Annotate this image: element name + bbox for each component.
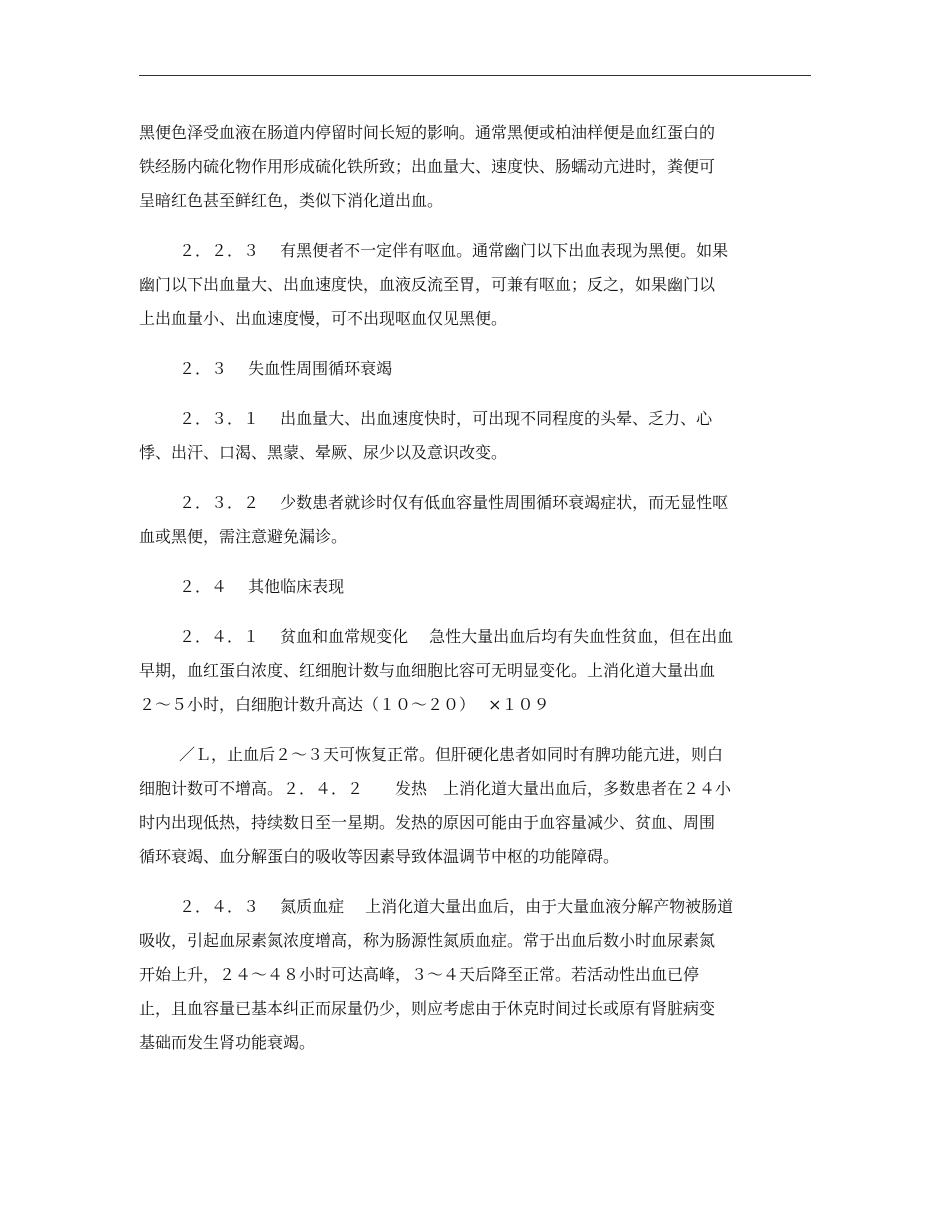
paragraph-2-3-2 bbox=[139, 493, 811, 561]
text-line: 上出血量小、出血速度慢，可不出现呕血仅见黑便。 bbox=[139, 309, 508, 328]
text-line: 血或黑便，需注意避免漏诊。 bbox=[139, 527, 348, 546]
text-line: ２．２．３ 有黑便者不一定伴有呕血。通常幽门以下出血表现为黑便。如果 bbox=[179, 241, 729, 260]
paragraph-2-2-3 bbox=[139, 241, 811, 343]
text-line: 悸、出汗、口渴、黑蒙、晕厥、尿少以及意识改变。 bbox=[139, 443, 508, 462]
paragraph-melena-color bbox=[139, 123, 811, 225]
document-body bbox=[139, 123, 811, 1083]
paragraph-2-4-3 bbox=[139, 897, 811, 1067]
text-line: 细胞计数可不增高。２．４．２ 发热 上消化道大量出血后，多数患者在２４小 bbox=[139, 779, 732, 798]
section-heading-2-4 bbox=[139, 577, 811, 611]
paragraph-2-3-1 bbox=[139, 409, 811, 477]
text-line: 循环衰竭、血分解蛋白的吸收等因素导致体温调节中枢的功能障碍。 bbox=[139, 847, 620, 866]
text-line: 开始上升，２４～４８小时可达高峰，３～４天后降至正常。若活动性出血已停 bbox=[139, 965, 700, 984]
text-line: 止，且血容量已基本纠正而尿量仍少，则应考虑由于休克时间过长或原有肾脏病变 bbox=[139, 999, 716, 1018]
paragraph-continuation-fever bbox=[139, 745, 811, 881]
text-line: ２～５小时，白细胞计数升高达（１０～２０） ×１０９ bbox=[139, 695, 550, 714]
paragraph-2-4-1 bbox=[139, 627, 811, 729]
text-line: ２．４．３ 氮质血症 上消化道大量出血后，由于大量血液分解产物被肠道 bbox=[179, 897, 734, 916]
heading-line: ２．４ 其他临床表现 bbox=[179, 577, 345, 596]
heading-line: ２．３ 失血性周围循环衰竭 bbox=[179, 359, 393, 378]
text-line: 幽门以下出血量大、出血速度快，血液反流至胃，可兼有呕血；反之，如果幽门以 bbox=[139, 275, 716, 294]
text-line: ２．３．１ 出血量大、出血速度快时，可出现不同程度的头晕、乏力、心 bbox=[179, 409, 713, 428]
header-rule bbox=[139, 75, 811, 76]
text-line: 基础而发生肾功能衰竭。 bbox=[139, 1033, 316, 1052]
text-line: 铁经肠内硫化物作用形成硫化铁所致；出血量大、速度快、肠蠕动亢进时，粪便可 bbox=[139, 157, 716, 176]
text-line: 呈暗红色甚至鲜红色，类似下消化道出血。 bbox=[139, 191, 444, 210]
text-line: ／Ｌ，止血后２～３天可恢复正常。但肝硬化患者如同时有脾功能亢进，则白 bbox=[179, 745, 724, 764]
text-line: 黑便色泽受血液在肠道内停留时间长短的影响。通常黑便或柏油样便是血红蛋白的 bbox=[139, 123, 716, 142]
text-line: ２．３．２ 少数患者就诊时仅有低血容量性周围循环衰竭症状，而无显性呕 bbox=[179, 493, 729, 512]
text-line: 吸收，引起血尿素氮浓度增高，称为肠源性氮质血症。常于出血后数小时血尿素氮 bbox=[139, 931, 716, 950]
text-line: 早期，血红蛋白浓度、红细胞计数与血细胞比容可无明显变化。上消化道大量出血 bbox=[139, 661, 716, 680]
text-line: 时内出现低热，持续数日至一星期。发热的原因可能由于血容量减少、贫血、周围 bbox=[139, 813, 716, 832]
text-line: ２．４．１ 贫血和血常规变化 急性大量出血后均有失血性贫血，但在出血 bbox=[179, 627, 734, 646]
section-heading-2-3 bbox=[139, 359, 811, 393]
